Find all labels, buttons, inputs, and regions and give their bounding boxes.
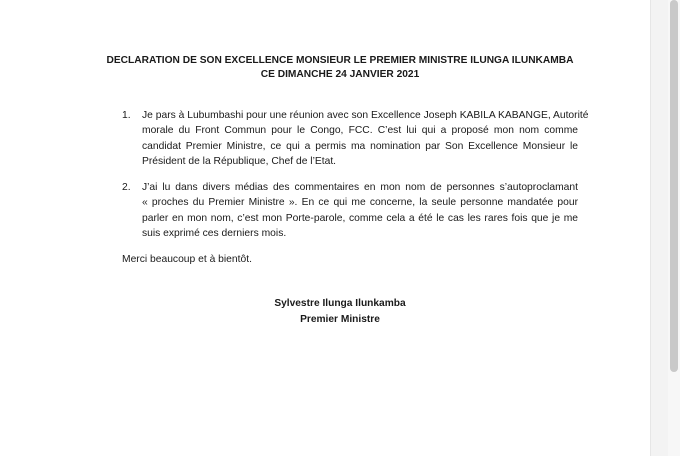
signature-name: Sylvestre Ilunga Ilunkamba	[274, 298, 406, 309]
list-item-number: 2.	[122, 182, 131, 193]
list-item-number: 1.	[122, 110, 131, 121]
text-line: morale du Front Commun pour le Congo, FCC. C’est lui qui a proposé mon nom comme	[142, 125, 578, 137]
list-item-text	[142, 108, 589, 170]
signature-role: Premier Ministre	[300, 314, 380, 325]
text-line: candidat Premier Ministre, ce qui a permis ma nomination par Son Excellence Monsieur le	[142, 140, 578, 152]
document-title: DECLARATION DE SON EXCELLENCE MONSIEUR LE PREMIER MINISTRE ILUNGA ILUNKAMBA	[106, 55, 574, 66]
text-line: J’ai lu dans divers médias des commentaires en mon nom de personnes s’autoproclamant	[142, 182, 578, 193]
page-gutter	[650, 0, 669, 456]
vertical-scrollbar[interactable]	[668, 0, 680, 456]
text-line: suis exprimé ces derniers mois.	[142, 228, 287, 240]
text-line: Président de la République, Chef de l’Etat.	[142, 156, 337, 168]
scrollbar-thumb[interactable]	[670, 0, 678, 372]
text-line: Je pars à Lubumbashi pour une réunion avec son Excellence Joseph KABILA KABANGE, Autorité	[142, 110, 589, 121]
closing-text: Merci beaucoup et à bientôt.	[122, 254, 252, 265]
document-date: CE DIMANCHE 24 JANVIER 2021	[260, 69, 420, 80]
list-item-text	[142, 180, 578, 242]
text-line: parler en mon nom, c’est mon Porte-parole, comme cela a été le cas les rares fois que je me	[142, 212, 578, 224]
text-line: « proches du Premier Ministre ». En ce qui me concerne, la seule personne mandatée pour	[142, 197, 578, 209]
